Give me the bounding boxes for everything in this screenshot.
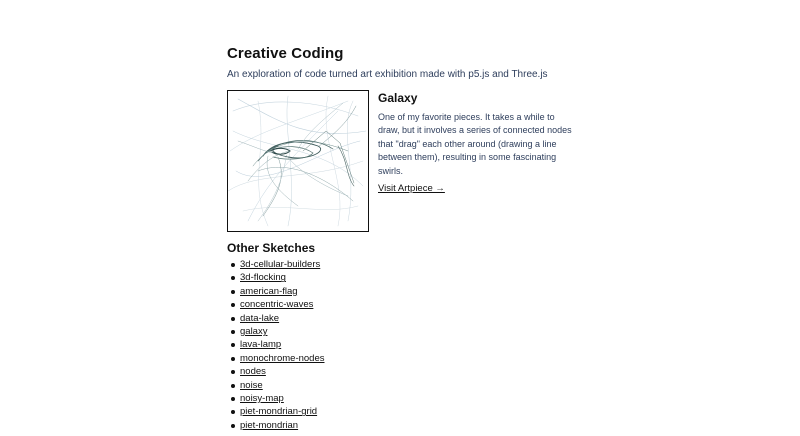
sketch-link[interactable]: piet-mondrian-grid xyxy=(240,406,318,418)
list-item xyxy=(227,258,587,271)
sketch-link[interactable]: 3d-flocking xyxy=(240,272,286,284)
bullet-icon xyxy=(231,276,235,280)
bullet-icon xyxy=(231,263,235,267)
page-content xyxy=(227,44,587,432)
list-item xyxy=(227,338,587,351)
sketch-link[interactable]: american-flag xyxy=(240,285,298,297)
list-item xyxy=(227,325,587,338)
sketch-link[interactable]: monochrome-nodes xyxy=(240,352,325,364)
list-item xyxy=(227,298,587,311)
bullet-icon xyxy=(231,343,235,347)
visit-artpiece-link[interactable]: Visit Artpiece → xyxy=(378,183,445,195)
list-item xyxy=(227,419,587,432)
list-item xyxy=(227,352,587,365)
bullet-icon xyxy=(231,330,235,334)
sketch-link[interactable]: lava-lamp xyxy=(240,339,282,351)
featured-artpiece-details xyxy=(378,91,576,196)
list-item xyxy=(227,312,587,325)
other-sketches-heading: Other Sketches xyxy=(227,241,316,255)
sketch-link[interactable]: nodes xyxy=(240,366,266,378)
page-subtitle: An exploration of code turned art exhibition made with p5.js and Three.js xyxy=(227,69,548,80)
bullet-icon xyxy=(231,424,235,428)
galaxy-artwork-image xyxy=(228,91,368,231)
sketch-link[interactable]: 3d-cellular-builders xyxy=(240,259,321,270)
sketch-link[interactable]: noisy-map xyxy=(240,392,284,404)
sketch-list xyxy=(227,258,587,432)
bullet-icon xyxy=(231,370,235,374)
bullet-icon xyxy=(231,384,235,388)
bullet-icon xyxy=(231,410,235,414)
bullet-icon xyxy=(231,290,235,294)
sketch-link[interactable]: galaxy xyxy=(240,325,268,337)
list-item xyxy=(227,392,587,405)
artwork-preview[interactable] xyxy=(227,90,369,232)
list-item xyxy=(227,405,587,418)
sketch-link[interactable]: piet-mondrian xyxy=(240,419,299,431)
bullet-icon xyxy=(231,357,235,361)
list-item xyxy=(227,285,587,298)
featured-artpiece xyxy=(227,90,587,232)
featured-artpiece-title: Galaxy xyxy=(378,91,418,105)
list-item xyxy=(227,379,587,392)
featured-artpiece-description: One of my favorite pieces. It takes a while to draw, but it involves a series of connected nodes that "drag" each other around (drawing a line between them), resulting in some fascinating swirls. xyxy=(378,112,572,176)
page-title: Creative Coding xyxy=(227,45,344,62)
sketch-link[interactable]: noise xyxy=(240,379,263,391)
bullet-icon xyxy=(231,303,235,307)
bullet-icon xyxy=(231,397,235,401)
list-item xyxy=(227,271,587,284)
sketch-link[interactable]: data-lake xyxy=(240,312,280,324)
bullet-icon xyxy=(231,317,235,321)
list-item xyxy=(227,365,587,378)
sketch-link[interactable]: concentric-waves xyxy=(240,299,314,311)
